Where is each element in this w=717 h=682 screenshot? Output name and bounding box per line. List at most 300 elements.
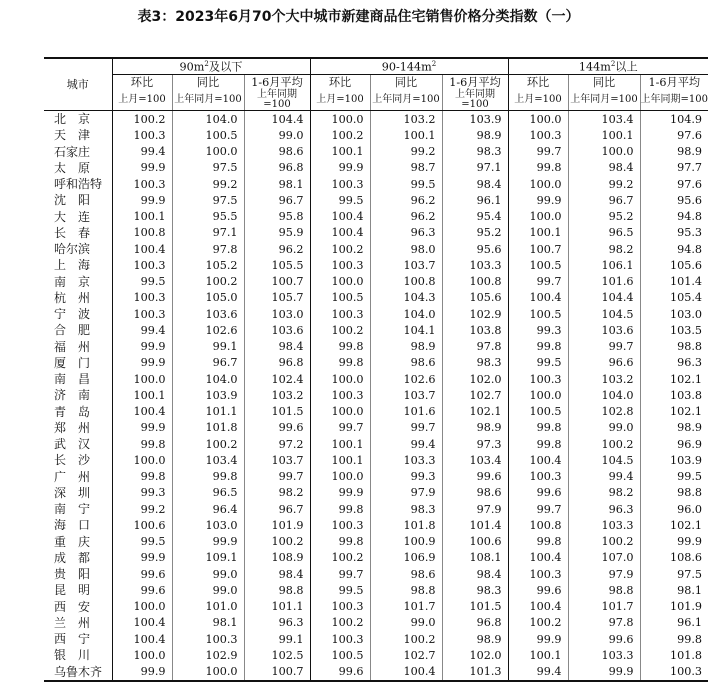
index-value: 96.7	[244, 192, 310, 208]
index-value: 103.9	[640, 452, 708, 468]
index-value: 97.6	[640, 176, 708, 192]
index-value: 99.9	[640, 534, 708, 550]
index-value: 105.2	[172, 257, 244, 273]
index-value: 104.5	[568, 306, 640, 322]
index-value: 99.1	[172, 339, 244, 355]
table-row	[44, 192, 708, 208]
index-value: 101.5	[442, 599, 508, 615]
index-value: 100.0	[310, 111, 370, 128]
metric-header: 同比	[568, 75, 640, 91]
index-value: 97.9	[442, 501, 508, 517]
index-value: 99.7	[568, 339, 640, 355]
index-value: 103.2	[568, 371, 640, 387]
city-name: 乌鲁木齐	[44, 664, 112, 681]
city-name: 海 口	[54, 518, 91, 533]
table-row	[44, 582, 708, 598]
index-value: 98.2	[568, 485, 640, 501]
index-value: 99.9	[112, 420, 172, 436]
index-value: 104.3	[370, 290, 442, 306]
index-value: 100.2	[568, 534, 640, 550]
index-value: 100.1	[508, 647, 568, 663]
index-value: 98.4	[442, 566, 508, 582]
index-value: 99.2	[112, 501, 172, 517]
index-value: 104.4	[244, 111, 310, 128]
index-value: 97.9	[568, 566, 640, 582]
city-name: 合 肥	[54, 323, 91, 338]
index-value: 99.9	[172, 534, 244, 550]
table-row	[44, 631, 708, 647]
city-name: 太 原	[54, 160, 91, 175]
index-value: 99.0	[370, 615, 442, 631]
city-name: 哈尔滨	[54, 242, 91, 257]
metric-header: 环比	[310, 75, 370, 91]
index-value: 97.2	[244, 436, 310, 452]
index-value: 104.0	[370, 306, 442, 322]
index-value: 96.4	[172, 501, 244, 517]
city-name: 长 春	[54, 225, 91, 240]
index-value: 99.8	[640, 631, 708, 647]
index-value: 99.3	[370, 469, 442, 485]
index-value: 102.7	[442, 387, 508, 403]
index-value: 100.0	[112, 371, 172, 387]
index-value: 97.5	[172, 192, 244, 208]
index-value: 100.3	[640, 664, 708, 681]
table-row	[44, 420, 708, 436]
table-row	[44, 550, 708, 566]
index-value: 99.8	[310, 501, 370, 517]
index-value: 102.1	[640, 371, 708, 387]
index-value: 100.4	[310, 209, 370, 225]
city-name: 郑 州	[54, 420, 91, 435]
index-value: 106.1	[568, 257, 640, 273]
index-value: 99.7	[508, 144, 568, 160]
city-name: 上 海	[54, 258, 91, 273]
index-value: 100.3	[112, 176, 172, 192]
metric-header: 1-6月平均	[442, 75, 508, 91]
index-value: 100.1	[508, 225, 568, 241]
index-value: 99.7	[508, 501, 568, 517]
index-value: 102.6	[370, 371, 442, 387]
index-value: 100.0	[112, 647, 172, 663]
index-value: 99.2	[568, 176, 640, 192]
city-name: 重 庆	[54, 534, 91, 549]
index-value: 98.3	[442, 582, 508, 598]
index-value: 96.1	[442, 192, 508, 208]
index-value: 101.3	[442, 664, 508, 681]
index-value: 100.5	[508, 257, 568, 273]
group-header-medium: $90-144m^2$	[310, 58, 508, 75]
table-row	[44, 452, 708, 468]
index-value: 97.6	[640, 127, 708, 143]
index-value: 100.0	[508, 176, 568, 192]
index-value: 100.3	[310, 306, 370, 322]
index-value: 99.5	[640, 469, 708, 485]
index-value: 99.5	[310, 582, 370, 598]
index-value: 103.8	[442, 322, 508, 338]
index-value: 98.1	[172, 615, 244, 631]
index-value: 97.5	[172, 160, 244, 176]
base-header: 上年同月=100	[172, 90, 244, 111]
index-value: 98.9	[640, 144, 708, 160]
index-value: 103.3	[568, 517, 640, 533]
index-value: 99.9	[310, 485, 370, 501]
table-row	[44, 339, 708, 355]
group-header-small: $90m^2$及以下	[112, 58, 310, 75]
index-value: 99.4	[112, 322, 172, 338]
index-value: 100.4	[112, 241, 172, 257]
index-value: 99.9	[112, 355, 172, 371]
index-value: 97.7	[640, 160, 708, 176]
index-value: 104.5	[568, 452, 640, 468]
index-value: 95.6	[442, 241, 508, 257]
index-value: 103.0	[244, 306, 310, 322]
index-value: 101.0	[172, 599, 244, 615]
index-value: 100.0	[112, 452, 172, 468]
index-value: 104.0	[172, 111, 244, 128]
table-row	[44, 615, 708, 631]
index-value: 103.3	[442, 257, 508, 273]
index-value: 100.1	[310, 144, 370, 160]
index-value: 98.9	[442, 631, 508, 647]
index-value: 96.1	[640, 615, 708, 631]
index-value: 100.8	[370, 274, 442, 290]
index-value: 98.9	[370, 339, 442, 355]
base-header: 上年同期=100	[244, 90, 310, 111]
index-value: 100.0	[172, 144, 244, 160]
index-value: 101.1	[244, 599, 310, 615]
index-value: 102.0	[442, 647, 508, 663]
index-value: 98.2	[244, 485, 310, 501]
index-value: 103.0	[640, 306, 708, 322]
table-row	[44, 534, 708, 550]
index-value: 98.2	[568, 241, 640, 257]
city-name: 大 连	[54, 209, 91, 224]
index-value: 101.9	[244, 517, 310, 533]
index-value: 96.8	[244, 355, 310, 371]
base-header: 上月=100	[112, 90, 172, 111]
index-value: 99.5	[112, 274, 172, 290]
index-value: 96.8	[442, 615, 508, 631]
index-value: 103.2	[244, 387, 310, 403]
index-value: 100.7	[244, 274, 310, 290]
index-value: 98.7	[370, 160, 442, 176]
index-value: 99.7	[244, 469, 310, 485]
city-name: 深 圳	[54, 485, 91, 500]
index-value: 99.6	[508, 582, 568, 598]
index-value: 100.1	[112, 387, 172, 403]
index-value: 104.9	[640, 111, 708, 128]
index-value: 101.4	[640, 274, 708, 290]
city-name: 广 州	[54, 469, 91, 484]
index-value: 108.1	[442, 550, 508, 566]
index-value: 103.4	[442, 452, 508, 468]
index-value: 100.1	[370, 127, 442, 143]
index-value: 102.8	[568, 404, 640, 420]
index-value: 100.4	[112, 404, 172, 420]
index-value: 99.4	[568, 469, 640, 485]
index-value: 100.2	[310, 550, 370, 566]
base-header: 上月=100	[508, 90, 568, 111]
index-value: 99.8	[508, 339, 568, 355]
index-value: 105.6	[442, 290, 508, 306]
index-value: 96.0	[640, 501, 708, 517]
index-value: 100.1	[310, 436, 370, 452]
index-value: 95.3	[640, 225, 708, 241]
index-value: 99.8	[172, 469, 244, 485]
index-value: 102.5	[244, 647, 310, 663]
index-value: 100.0	[112, 599, 172, 615]
index-value: 100.3	[508, 127, 568, 143]
city-name: 昆 明	[54, 583, 91, 598]
index-value: 107.0	[568, 550, 640, 566]
index-value: 98.4	[244, 566, 310, 582]
table-row	[44, 322, 708, 338]
city-name: 北 京	[54, 112, 91, 127]
index-value: 98.9	[442, 420, 508, 436]
index-value: 100.0	[508, 387, 568, 403]
city-name: 南 宁	[54, 502, 91, 517]
table-row	[44, 274, 708, 290]
index-value: 103.3	[370, 452, 442, 468]
index-value: 103.7	[370, 387, 442, 403]
index-value: 100.1	[568, 127, 640, 143]
city-name: 沈 阳	[54, 193, 91, 208]
index-value: 100.2	[310, 322, 370, 338]
index-value: 95.8	[244, 209, 310, 225]
index-value: 103.0	[172, 517, 244, 533]
index-value: 105.5	[244, 257, 310, 273]
index-value: 98.6	[442, 485, 508, 501]
index-value: 96.2	[370, 192, 442, 208]
index-value: 103.7	[244, 452, 310, 468]
index-value: 104.0	[568, 387, 640, 403]
index-value: 99.7	[310, 420, 370, 436]
base-header: 上年同期=100	[442, 90, 508, 111]
index-value: 100.3	[310, 631, 370, 647]
index-value: 99.8	[310, 534, 370, 550]
index-value: 99.5	[310, 192, 370, 208]
index-value: 100.5	[310, 647, 370, 663]
index-value: 104.1	[370, 322, 442, 338]
index-value: 99.2	[370, 144, 442, 160]
metric-header: 1-6月平均	[640, 75, 708, 91]
index-value: 100.4	[370, 664, 442, 681]
index-value: 99.9	[310, 160, 370, 176]
table-row	[44, 241, 708, 257]
index-value: 100.4	[112, 615, 172, 631]
index-value: 96.2	[370, 209, 442, 225]
index-value: 99.0	[172, 582, 244, 598]
index-value: 96.3	[568, 501, 640, 517]
index-value: 99.4	[370, 436, 442, 452]
index-value: 98.8	[568, 582, 640, 598]
index-value: 96.7	[568, 192, 640, 208]
index-value: 100.2	[112, 111, 172, 128]
index-value: 98.3	[370, 501, 442, 517]
index-value: 103.3	[568, 647, 640, 663]
index-value: 100.3	[112, 290, 172, 306]
index-value: 101.7	[370, 599, 442, 615]
table-row	[44, 647, 708, 663]
index-value: 109.1	[172, 550, 244, 566]
table-row	[44, 111, 708, 128]
table-row	[44, 501, 708, 517]
index-value: 99.4	[508, 664, 568, 681]
index-value: 100.5	[508, 404, 568, 420]
index-value: 100.2	[568, 436, 640, 452]
index-value: 103.5	[640, 322, 708, 338]
index-value: 96.3	[244, 615, 310, 631]
table-row	[44, 517, 708, 533]
index-value: 100.0	[172, 664, 244, 681]
table-row	[44, 144, 708, 160]
index-value: 95.9	[244, 225, 310, 241]
index-value: 98.0	[370, 241, 442, 257]
index-value: 99.5	[112, 534, 172, 550]
city-name: 长 沙	[54, 453, 91, 468]
index-value: 102.7	[370, 647, 442, 663]
table-row	[44, 290, 708, 306]
city-name: 宁 波	[54, 307, 91, 322]
index-value: 100.2	[508, 615, 568, 631]
index-value: 101.8	[172, 420, 244, 436]
index-value: 102.4	[244, 371, 310, 387]
price-index-table	[44, 57, 708, 682]
index-value: 98.6	[370, 355, 442, 371]
index-value: 99.9	[508, 631, 568, 647]
index-value: 101.1	[172, 404, 244, 420]
index-value: 100.3	[112, 257, 172, 273]
index-value: 95.4	[442, 209, 508, 225]
index-value: 100.4	[508, 452, 568, 468]
city-name: 南 京	[54, 274, 91, 289]
index-value: 98.4	[442, 176, 508, 192]
index-value: 100.3	[310, 176, 370, 192]
city-name: 武 汉	[54, 437, 91, 452]
index-value: 100.0	[310, 404, 370, 420]
index-value: 94.8	[640, 241, 708, 257]
index-value: 100.0	[310, 274, 370, 290]
index-value: 100.3	[310, 599, 370, 615]
index-value: 97.1	[172, 225, 244, 241]
index-value: 101.6	[370, 404, 442, 420]
table-row	[44, 355, 708, 371]
index-value: 102.1	[640, 517, 708, 533]
index-value: 99.9	[508, 192, 568, 208]
index-value: 98.8	[370, 582, 442, 598]
index-value: 98.1	[640, 582, 708, 598]
index-value: 94.8	[640, 209, 708, 225]
index-value: 96.7	[172, 355, 244, 371]
index-value: 100.1	[310, 452, 370, 468]
index-value: 102.1	[640, 404, 708, 420]
index-value: 99.8	[112, 469, 172, 485]
index-value: 99.5	[508, 355, 568, 371]
index-value: 99.0	[568, 420, 640, 436]
index-value: 100.0	[508, 209, 568, 225]
table-row	[44, 176, 708, 192]
table-row	[44, 371, 708, 387]
index-value: 103.7	[370, 257, 442, 273]
index-value: 101.8	[370, 517, 442, 533]
index-value: 100.3	[508, 469, 568, 485]
index-value: 101.6	[568, 274, 640, 290]
index-value: 96.6	[568, 355, 640, 371]
index-value: 101.4	[442, 517, 508, 533]
table-row	[44, 209, 708, 225]
index-value: 99.8	[310, 355, 370, 371]
index-value: 99.6	[244, 420, 310, 436]
index-value: 99.8	[508, 534, 568, 550]
metric-header: 环比	[508, 75, 568, 91]
index-value: 95.5	[172, 209, 244, 225]
index-value: 104.4	[568, 290, 640, 306]
city-name: 西 安	[54, 599, 91, 614]
index-value: 100.8	[508, 517, 568, 533]
index-value: 100.3	[172, 631, 244, 647]
index-value: 99.8	[508, 436, 568, 452]
index-value: 103.9	[172, 387, 244, 403]
city-name: 石家庄	[54, 144, 91, 159]
index-value: 100.4	[310, 225, 370, 241]
index-value: 100.3	[310, 517, 370, 533]
index-value: 99.9	[112, 550, 172, 566]
index-value: 99.9	[112, 160, 172, 176]
index-value: 100.9	[370, 534, 442, 550]
index-value: 101.7	[568, 599, 640, 615]
index-value: 97.8	[568, 615, 640, 631]
index-value: 105.6	[640, 257, 708, 273]
index-value: 97.8	[172, 241, 244, 257]
index-value: 100.3	[508, 566, 568, 582]
index-value: 100.2	[310, 615, 370, 631]
index-value: 99.3	[508, 322, 568, 338]
index-value: 100.0	[508, 111, 568, 128]
index-value: 103.6	[172, 306, 244, 322]
index-value: 97.8	[442, 339, 508, 355]
city-name: 银 川	[54, 648, 91, 663]
index-value: 100.2	[172, 274, 244, 290]
index-value: 100.3	[310, 257, 370, 273]
index-value: 102.1	[442, 404, 508, 420]
city-name: 南 昌	[54, 372, 91, 387]
table-row	[44, 306, 708, 322]
index-value: 103.4	[568, 111, 640, 128]
index-value: 97.5	[640, 566, 708, 582]
city-name: 天 津	[54, 128, 91, 143]
index-value: 100.6	[442, 534, 508, 550]
index-value: 99.8	[112, 436, 172, 452]
index-value: 99.9	[568, 664, 640, 681]
index-value: 102.9	[442, 306, 508, 322]
index-value: 99.8	[508, 420, 568, 436]
index-value: 100.6	[112, 517, 172, 533]
index-value: 98.3	[442, 144, 508, 160]
index-value: 100.2	[310, 241, 370, 257]
index-value: 100.3	[112, 306, 172, 322]
index-value: 98.4	[568, 160, 640, 176]
index-value: 100.2	[172, 436, 244, 452]
city-name: 贵 阳	[54, 567, 91, 582]
city-name: 成 都	[54, 550, 91, 565]
index-value: 100.2	[370, 631, 442, 647]
index-value: 99.1	[244, 631, 310, 647]
index-value: 99.6	[112, 566, 172, 582]
table-row	[44, 664, 708, 681]
index-value: 99.0	[244, 127, 310, 143]
index-value: 102.9	[172, 647, 244, 663]
index-value: 95.2	[442, 225, 508, 241]
